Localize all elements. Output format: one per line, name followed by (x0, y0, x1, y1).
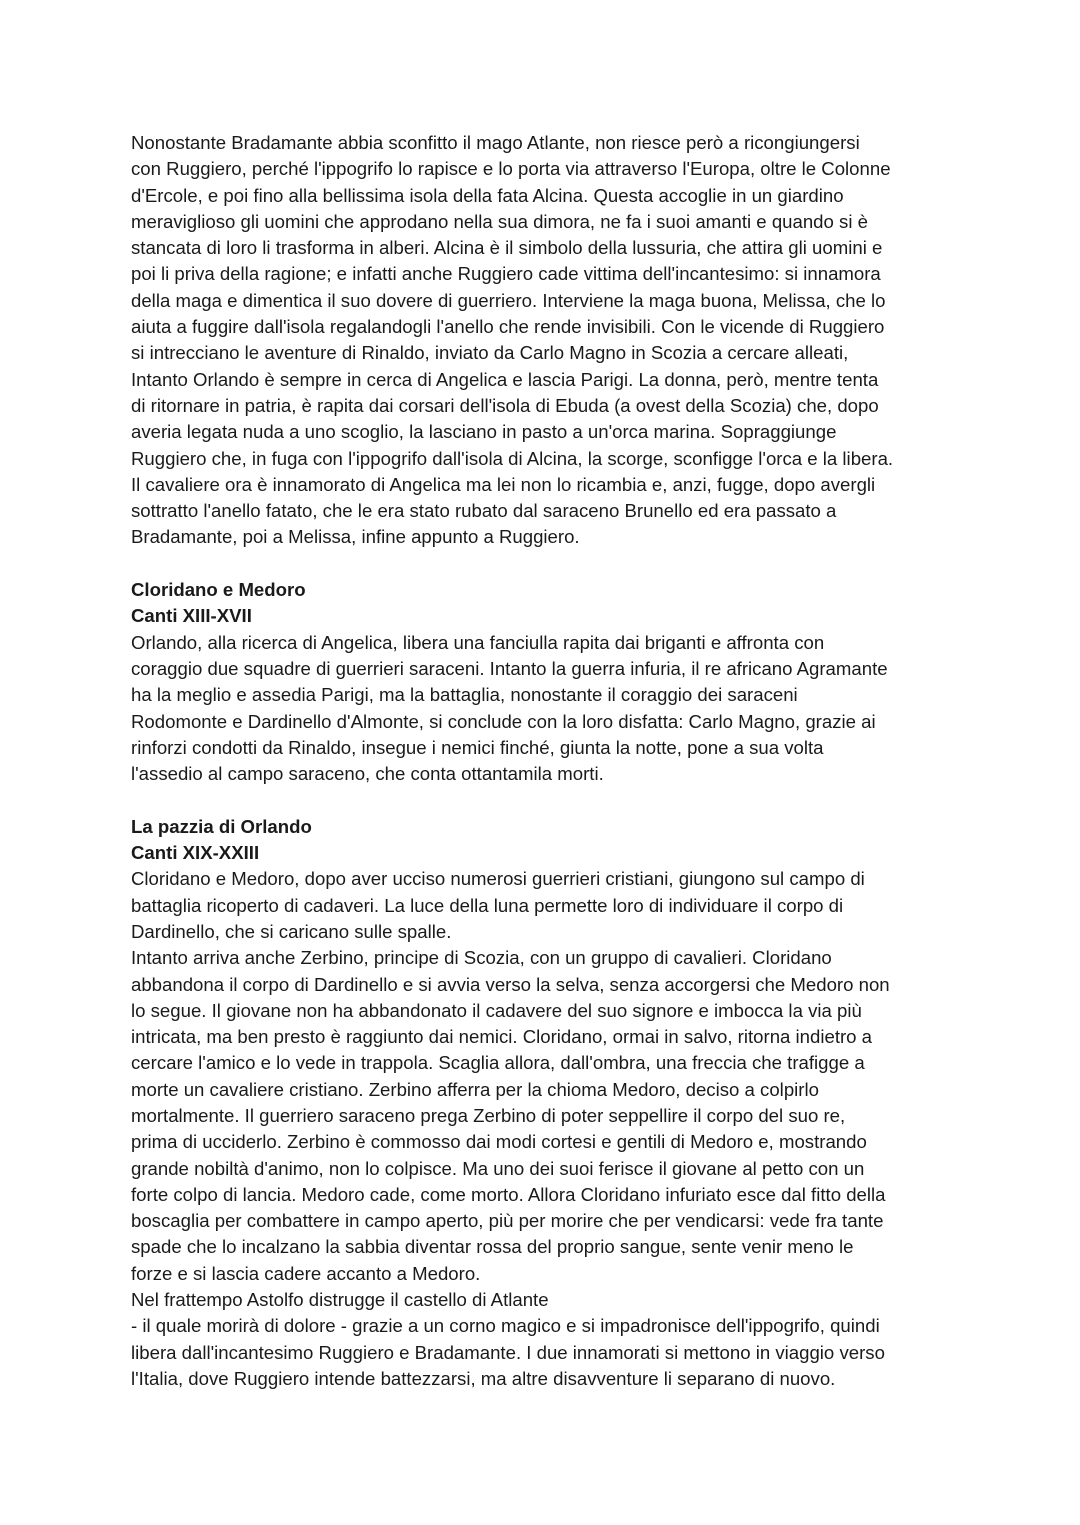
section-title-cloridano-medoro: Cloridano e Medoro (131, 579, 306, 601)
section-paragraph: Nel frattempo Astolfo distrugge il castello di Atlante - il quale morirà di dolore - grazie a un corno magico e si impadronisce dell'ippogrifo, quindi libera dall'incantesimo Ruggiero e Bradamante. I due innamorati si mettono in viaggio verso l'Italia, dove Ruggiero intende battezzarsi, ma altre disavventure li separano di nuovo. (131, 1289, 885, 1389)
document-page (131, 130, 961, 1392)
intro-paragraph: Nonostante Bradamante abbia sconfitto il mago Atlante, non riesce però a ricongiungersi con Ruggiero, perché l'ippogrifo lo rapisce e lo porta via attraverso l'Europa, oltre le Colonne d'Ercole, e poi fino alla bellissima isola della fata Alcina. Questa accoglie in un giardino meraviglioso gli uomini che approdano nella sua dimora, ne fa i suoi amanti e quando si è stancata di loro li trasforma in alberi. Alcina è il simbolo della lussuria, che attira gli uomini e poi li priva della ragione; e infatti anche Ruggiero cade vittima dell'incantesimo: si innamora della maga e dimentica il suo dovere di guerriero. Interviene la maga buona, Melissa, che lo aiuta a fuggire dall'isola regalandogli l'anello che rende invisibili. Con le vicende di Ruggiero si intrecciano le aventure di Rinaldo, inviato da Carlo Magno in Scozia a cercare alleati, Intanto Orlando è sempre in cerca di Angelica e lascia Parigi. La donna, però, mentre tenta di ritornare in patria, è rapita dai corsari dell'isola di Ebuda (a ovest della Scozia) che, dopo averia legata nuda a uno scoglio, la lasciano in pasto a un'orca marina. Sopraggiunge Ruggiero che, in fuga con l'ippogrifo dall'isola di Alcina, la scorge, sconfigge l'orca e la libera. Il cavaliere ora è innamorato di Angelica ma lei non lo ricambia e, anzi, fugge, dopo avergli sottratto l'anello fatato, che le era stato rubato dal saraceno Brunello ed era passato a Bradamante, poi a Melissa, infine appunto a Ruggiero. (131, 132, 894, 548)
section-spacer (131, 787, 961, 813)
section-subtitle-canti-xiii-xvii: Canti XIII-XVII (131, 605, 252, 627)
section-subtitle-canti-xix-xxiii: Canti XIX-XXIII (131, 842, 260, 864)
section-title-pazzia-orlando: La pazzia di Orlando (131, 815, 312, 837)
section-spacer (131, 551, 961, 577)
section-paragraph: Intanto arriva anche Zerbino, principe di Scozia, con un gruppo di cavalieri. Cloridano abbandona il corpo di Dardinello e si avvia verso la selva, senza accorgersi che Medoro non lo segue. Il giovane non ha abbandonato il cadavere del suo signore e imbocca la via più intricata, ma ben presto è raggiunto dai nemici. Cloridano, ormai in salvo, ritorna indietro a cercare l'amico e lo vede in trappola. Scaglia allora, dall'ombra, una freccia che trafigge a morte un cavaliere cristiano. Zerbino afferra per la chioma Medoro, deciso a colpirlo mortalmente. Il guerriero saraceno prega Zerbino di poter seppellire il corpo del suo re, prima di ucciderlo. Zerbino è commosso dai modi cortesi e gentili di Medoro e, mostrando grande nobiltà d'animo, non lo colpisce. Ma uno dei suoi ferisce il giovane al petto con un forte colpo di lancia. Medoro cade, come morto. Allora Cloridano infuriato esce dal fitto della boscaglia per combattere in campo aperto, più per morire che per vendicarsi: vede fra tante spade che lo incalzano la sabbia diventar rossa del proprio sangue, sente venir meno le forze e si lascia cadere accanto a Medoro. (131, 947, 890, 1284)
section-paragraph: Orlando, alla ricerca di Angelica, libera una fanciulla rapita dai briganti e affronta con coraggio due squadre di guerrieri saraceni. Intanto la guerra infuria, il re africano Agramante ha la meglio e assedia Parigi, ma la battaglia, nonostante il coraggio dei saraceni Rodomonte e Dardinello d'Almonte, si conclude con la loro disfatta: Carlo Magno, grazie ai rinforzi condotti da Rinaldo, insegue i nemici finché, giunta la notte, pone a sua volta l'assedio al campo saraceno, che conta ottantamila morti. (131, 631, 888, 785)
section-paragraph: Cloridano e Medoro, dopo aver ucciso numerosi guerrieri cristiani, giungono sul campo di battaglia ricoperto di cadaveri. La luce della luna permette loro di individuare il corpo di Dardinello, che si caricano sulle spalle. (131, 868, 865, 942)
